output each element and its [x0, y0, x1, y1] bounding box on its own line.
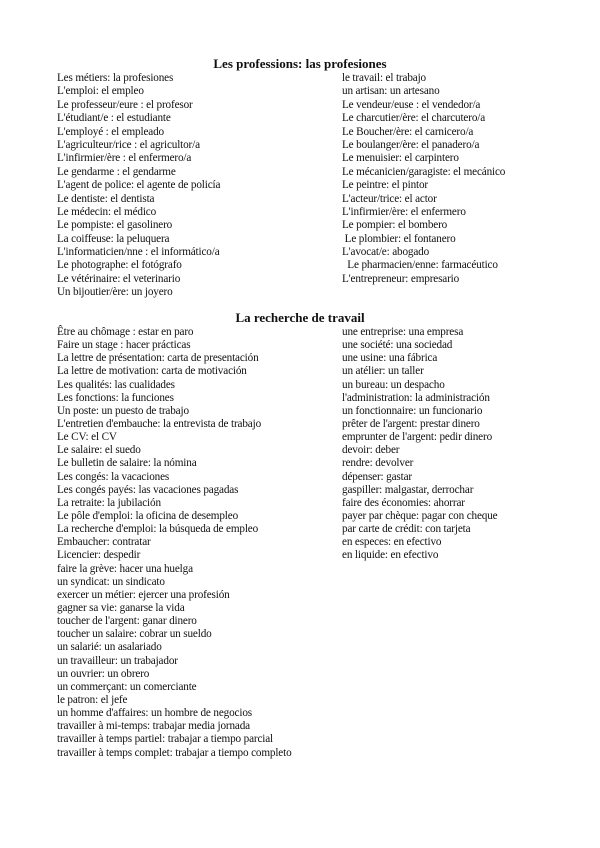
vocab-entry: Le pharmacien/enne: farmacéutico: [342, 259, 498, 272]
vocab-entry: rendre: devolver: [342, 457, 414, 470]
job-search-left-column: [57, 326, 292, 760]
vocab-entry: L'étudiant/e : el estudiante: [57, 112, 171, 125]
vocab-entry: le patron: el jefe: [57, 693, 128, 706]
vocab-entry: Le pompier: el bombero: [342, 219, 448, 232]
vocab-entry: L'avocat/e: abogado: [342, 246, 430, 259]
section-title-professions: Les professions: las profesiones: [213, 56, 387, 71]
vocab-entry: Le bulletin de salaire: la nómina: [57, 457, 197, 470]
vocab-entry: par carte de crédit: con tarjeta: [342, 523, 471, 536]
vocab-entry: payer par chèque: pagar con cheque: [342, 509, 498, 522]
vocab-entry: L'infirmier/ère: el enfermero: [342, 205, 466, 218]
vocab-entry: Le pôle d'emploi: la oficina de desempleo: [57, 509, 239, 522]
vocab-entry: Être au chômage : estar en paro: [57, 326, 194, 338]
vocab-entry: emprunter de l'argent: pedir dinero: [342, 431, 493, 444]
vocab-entry: un salarié: un asalariado: [57, 641, 162, 654]
vocab-entry: Le mécanicien/garagiste: el mecánico: [342, 165, 506, 178]
vocab-entry: en especes: en efectivo: [342, 536, 442, 549]
vocab-entry: exercer un métier: ejercer una profesión: [57, 588, 230, 601]
vocab-entry: Le gendarme : el gendarme: [57, 165, 176, 178]
vocab-entry: toucher un salaire: cobrar un sueldo: [57, 628, 212, 641]
vocab-entry: un atélier: un taller: [342, 365, 424, 378]
job-search-right-column: [342, 326, 497, 563]
vocab-entry: Le professeur/eure : el profesor: [57, 98, 193, 111]
vocab-entry: La lettre de motivation: carta de motivación: [57, 365, 247, 378]
vocab-entry: La coiffeuse: la peluquera: [57, 232, 170, 245]
vocab-entry: Le pompiste: el gasolinero: [57, 219, 173, 232]
vocab-entry: Les congés payés: las vacaciones pagadas: [57, 483, 239, 496]
vocab-entry: Le vétérinaire: el veterinario: [57, 272, 181, 285]
vocab-entry: Le salaire: el suedo: [57, 444, 141, 457]
vocab-entry: L'agent de police: el agente de policía: [57, 179, 221, 192]
vocab-entry: Le dentiste: el dentista: [57, 192, 155, 205]
vocab-entry: L'emploi: el empleo: [57, 85, 144, 98]
vocab-entry: une entreprise: una empresa: [342, 326, 464, 338]
vocab-entry: devoir: deber: [342, 444, 400, 457]
vocab-entry: un travailleur: un trabajador: [57, 654, 178, 667]
vocab-entry: Le médecin: el médico: [57, 205, 157, 218]
vocab-entry: L'employé : el empleado: [57, 125, 164, 138]
vocab-entry: un artisan: un artesano: [342, 85, 440, 98]
vocab-entry: gaspiller: malgastar, derrochar: [342, 483, 474, 496]
vocab-entry: Licencier: despedir: [57, 549, 141, 562]
vocab-entry: travailler à temps complet: trabajar a tiempo completo: [57, 746, 292, 759]
vocab-entry: L'acteur/trice: el actor: [342, 192, 437, 205]
vocab-entry: dépenser: gastar: [342, 470, 412, 483]
vocab-entry: Les qualités: las cualidades: [57, 378, 175, 391]
vocab-entry: faire la grève: hacer una huelga: [57, 562, 193, 575]
vocab-entry: Le Boucher/ère: el carnicero/a: [342, 125, 474, 138]
vocab-entry: L'entretien d'embauche: la entrevista de trabajo: [57, 417, 262, 430]
section-title-job-search: La recherche de travail: [235, 310, 365, 325]
vocab-entry: en liquide: en efectivo: [342, 549, 439, 562]
vocab-entry: Le boulanger/ère: el panadero/a: [342, 138, 480, 151]
vocab-entry: La lettre de présentation: carta de presentación: [57, 352, 259, 365]
vocab-entry: L'infirmier/ère : el enfermero/a: [57, 152, 192, 165]
professions-right-column: [342, 72, 505, 286]
vocab-entry: Faire un stage : hacer prácticas: [57, 339, 191, 352]
vocab-entry: Embaucher: contratar: [57, 536, 151, 549]
vocab-entry: Le plombier: el fontanero: [342, 232, 456, 245]
vocab-entry: travailler à temps partiel: trabajar a tiempo parcial: [57, 733, 274, 746]
vocab-entry: un syndicat: un sindicato: [57, 575, 165, 588]
vocab-entry: Un poste: un puesto de trabajo: [57, 404, 189, 417]
vocab-entry: un ouvrier: un obrero: [57, 667, 150, 680]
vocab-entry: le travail: el trabajo: [342, 72, 426, 84]
vocab-entry: La recherche d'emploi: la búsqueda de empleo: [57, 523, 259, 536]
vocab-entry: Le peintre: el pintor: [342, 179, 429, 192]
vocab-entry: travailler à mi-temps: trabajar media jornada: [57, 720, 250, 733]
vocab-entry: une usine: una fábrica: [342, 352, 438, 365]
vocab-entry: Le photographe: el fotógrafo: [57, 259, 182, 272]
vocab-entry: Le charcutier/ère: el charcutero/a: [342, 112, 486, 125]
vocab-entry: L'entrepreneur: empresario: [342, 272, 460, 285]
vocab-entry: Les fonctions: la funciones: [57, 391, 174, 404]
vocab-entry: Un bijoutier/ère: un joyero: [57, 286, 173, 299]
vocab-entry: un fonctionnaire: un funcionario: [342, 404, 483, 417]
vocab-entry: un homme d'affaires: un hombre de negocios: [57, 707, 252, 720]
vocab-entry: Les congés: la vacaciones: [57, 470, 170, 483]
vocab-entry: gagner sa vie: ganarse la vida: [57, 601, 185, 614]
vocab-entry: Les métiers: la profesiones: [57, 72, 174, 84]
vocab-entry: Le menuisier: el carpintero: [342, 152, 459, 165]
vocab-entry: faire des économies: ahorrar: [342, 496, 465, 509]
vocab-entry: prêter de l'argent: prestar dinero: [342, 417, 480, 430]
vocab-entry: un bureau: un despacho: [342, 378, 445, 391]
vocab-entry: une société: una sociedad: [342, 339, 453, 352]
vocab-entry: un commerçant: un comerciante: [57, 680, 197, 693]
professions-left-column: [57, 72, 220, 300]
vocab-entry: L'informaticien/nne : el informático/a: [57, 246, 220, 259]
vocab-entry: La retraite: la jubilación: [57, 496, 161, 509]
vocab-entry: Le CV: el CV: [57, 431, 117, 444]
vocab-entry: toucher de l'argent: ganar dinero: [57, 615, 197, 628]
vocab-entry: Le vendeur/euse : el vendedor/a: [342, 98, 481, 111]
vocab-entry: L'agriculteur/rice : el agricultor/a: [57, 138, 200, 151]
vocab-entry: l'administration: la administración: [342, 391, 490, 404]
